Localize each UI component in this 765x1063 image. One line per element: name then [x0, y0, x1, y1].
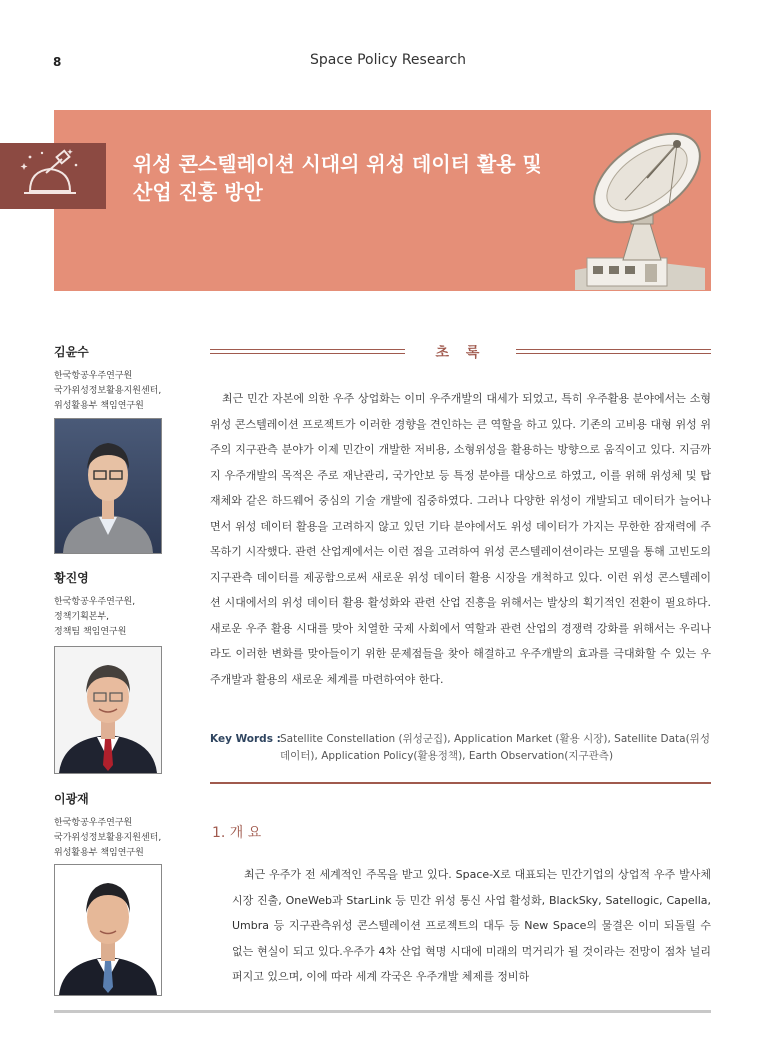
page-number: 8	[53, 55, 62, 69]
author-affiliation	[54, 369, 194, 414]
author-name: 이광재	[54, 792, 89, 806]
author-photo	[54, 418, 162, 554]
footer-rule	[54, 1010, 711, 1013]
author-name: 김윤수	[54, 345, 89, 359]
keywords-label: Key Words :	[210, 733, 281, 745]
affiliation-line: 국가위성정보활용지원센터,	[54, 833, 162, 843]
affiliation-line: 위성활용부 책임연구원	[54, 401, 144, 411]
abstract-text: 최근 민간 자본에 의한 우주 상업화는 이미 우주개발의 대세가 되었고, 특히 우주활용 분야에서는 소형위성 콘스텔레이션 프로젝트가 이러한 경향을 견인하는 큰 역할을 하고 있다. 기존의 고비용 대형 위성 위주의 지구관측 분야가 이제 민간이 개발한 저비용, 소형위성을 활용하는 방향으로 움직이고 있다. 지금까지 우주개발의 목적은 주로 재난관리, 국가안보 등 특정 분야를 대상으로 하였고, 이를 위해 위성체 및 탑재체와 같은 하드웨어 중심의 기술 개발에 집중하였다. 그러나 다양한 위성이 개발되고 데이터가 늘어나면서 위성 데이터 활용을 고려하지 않고 있던 기타 분야에서도 위성 데이터가 가지는 무한한 잠재력에 주목하기 시작했다. 관련 산업계에서는 이런 점을 고려하여 위성 콘스텔레이션이라는 모델을 통해 고빈도의 지구관측 데이터를 제공함으로써 새로운 위성 데이터 활용 시장을 개척하고 있다. 이런 위성 콘스텔레이션 시대에서의 위성 데이터 활용 활성화와 관련 산업 진흥을 위해서는 발상의 획기적인 전환이 필요하다. 새로운 우주 활용 시대를 맞아 치열한 국제 사회에서 역할과 관련 산업의 경쟁력 강화를 위해서는 우리나라도 이러한 변화를 맞아들이기 위한 문제점들을 찾아 해결하고 우주개발의 효과를 극대화할 수 있는 우주개발과 활용의 새로운 체계를 마련하여야 한다.	[210, 392, 711, 686]
author-photo	[54, 646, 162, 774]
section-divider	[210, 782, 711, 784]
affiliation-line: 정책팀 책임연구원	[54, 627, 127, 637]
author-photo	[54, 864, 162, 996]
affiliation-line: 한국항공우주연구원	[54, 371, 133, 381]
satellite-dish-illustration	[565, 120, 710, 290]
abstract-heading	[210, 340, 711, 364]
author-name: 황진영	[54, 571, 89, 585]
article-title	[133, 150, 563, 206]
affiliation-line: 한국항공우주연구원,	[54, 597, 136, 607]
affiliation-line: 정책기획본부,	[54, 612, 110, 622]
section-badge	[0, 143, 106, 209]
abstract-heading-label: 초 록	[435, 345, 486, 361]
running-title: Space Policy Research	[310, 52, 467, 68]
author-affiliation	[54, 816, 194, 861]
article-title-line-2: 산업 진흥 방안	[133, 180, 263, 204]
author-affiliation	[54, 595, 194, 640]
keywords-text: Satellite Constellation (위성군집), Application Market (활용 시장), Satellite Data(위성 데이터), Application Policy(활용정책), Earth Observation(지구관측)	[280, 733, 710, 762]
affiliation-line: 한국항공우주연구원	[54, 818, 133, 828]
affiliation-line: 위성활용부 책임연구원	[54, 848, 144, 858]
article-title-line-1: 위성 콘스텔레이션 시대의 위성 데이터 활용 및	[133, 152, 542, 176]
affiliation-line: 국가위성정보활용지원센터,	[54, 386, 162, 396]
observatory-icon	[0, 143, 106, 209]
section-heading: 1. 개 요	[212, 825, 262, 841]
section-body-text: 최근 우주가 전 세계적인 주목을 받고 있다. Space-X로 대표되는 민간기업의 상업적 우주 발사체 시장 진출, OneWeb과 StarLink 등 민간 위성 통신 사업 활성화, BlackSky, Satellogic, Capella, Umbra 등 지구관측위성 콘스텔레이션 프로젝트의 대두 등 New Space의 물결은 이미 되돌릴 수 없는 현실이 되고 있다.우주가 4차 산업 혁명 시대에 미래의 먹거리가 될 것이라는 전망이 점차 널리 퍼지고 있으며, 이에 따라 세계 각국은 우주개발 체제를 정비하	[232, 868, 711, 983]
